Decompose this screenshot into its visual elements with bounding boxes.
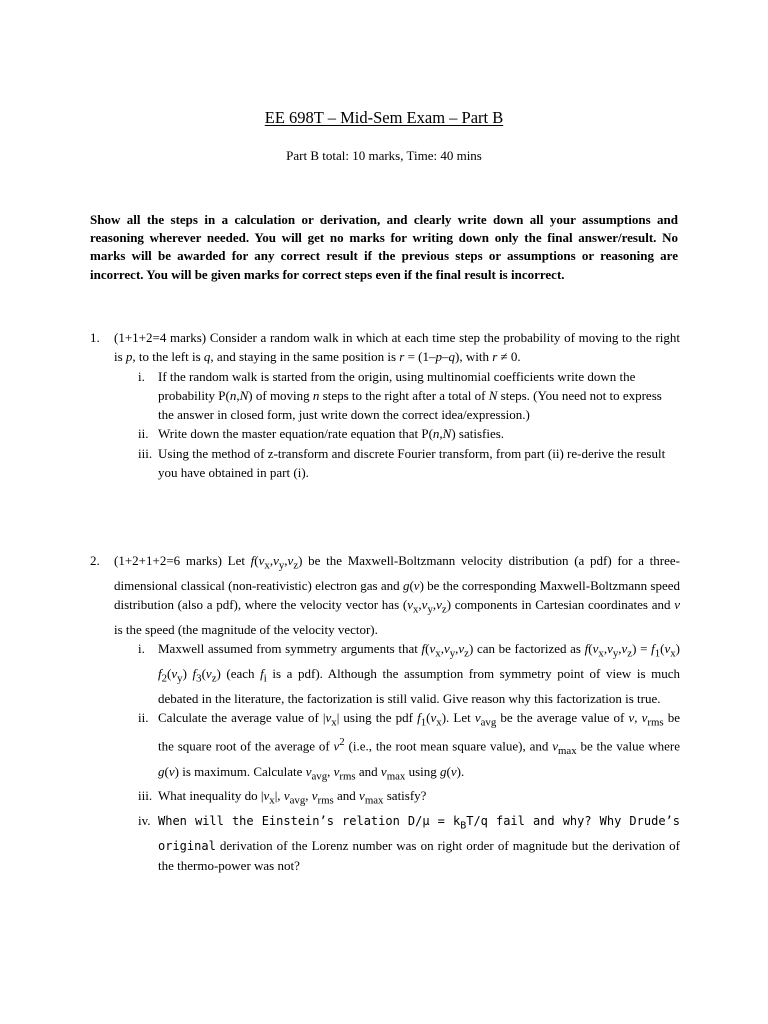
part-number: iii.: [138, 445, 153, 461]
question-number: 2.: [90, 553, 100, 568]
page-subtitle: Part B total: 10 marks, Time: 40 mins: [286, 148, 482, 163]
question-stem: (1+2+1+2=6 marks) Let $f(v_x,v_y,v_z)$ be the Maxwell-Boltzmann velocity distribution (a pdf) for a three-dimensional classical (non-reativistic) electron gas and g(v) be the corresponding Maxwell-Boltzmann speed distribution (also a pdf), where the velocity vector has $(v_x,v_y,v_z)$ components in Cartesian coordinates and v is the speed (the magnitude of the velocity vector).: [114, 553, 680, 638]
question-part: [90, 639, 680, 708]
question-parts: [90, 367, 680, 483]
question-marks: (1+2+1+2=6 marks): [114, 553, 222, 568]
page-title: EE 698T – Mid-Sem Exam – Part B: [264, 108, 504, 127]
part-text: Calculate the average value of $|v_x|$ using the pdf $f_1(v_x)$. Let $v_{avg}$ be the average value of v, $v_{rms}$ be the square root of the average of $v^2$ (i.e., the root mean square value), and $v_{max}$ be the value where g(v) is maximum. Calculate $v_{avg}$, $v_{rms}$ and $v_{max}$ using g(v).: [158, 710, 681, 783]
question-part: [90, 708, 680, 786]
question-stem: (1+1+2=4 marks) Consider a random walk in which at each time step the probability of moving to the right is p, to the left is q, and staying in the same position is r = (1–p–q), with r ≠ 0.: [114, 330, 680, 365]
question-part: [90, 424, 680, 443]
question-part: [90, 367, 680, 425]
question-part: [90, 786, 680, 811]
part-number: ii.: [138, 710, 149, 726]
question-part: [90, 811, 680, 875]
part-number: iii.: [138, 788, 153, 804]
part-text: What inequality do $|v_x|$, $v_{avg}$, $v_{rms}$ and $v_{max}$ satisfy?: [158, 788, 427, 808]
part-text: Using the method of z-transform and discrete Fourier transform, from part (ii) re-derive the result you have obtained in part (i).: [158, 445, 666, 481]
part-text: If the random walk is started from the origin, using multinomial coefficients write down the probability P(n,N) of moving n steps to the right after a total of N steps. (You need not to express the answer in closed form, just write down the correct idea/expression.): [158, 368, 662, 423]
question-1: [90, 328, 680, 482]
question-parts: [90, 639, 680, 875]
part-text: When will the Einstein’s relation $D/\mu = k_BT/q$ fail and why? Why Drude’s original derivation of the Lorenz number was on right order of magnitude but the derivation of the thermo-power was not?: [158, 814, 680, 874]
part-number: ii.: [138, 426, 149, 442]
part-text: Maxwell assumed from symmetry arguments that $f(v_x,v_y,v_z)$ can be factorized as $f(v_x,v_y,v_z) = f_1(v_x)$ $f_2(v_y)$ $f_3(v_z)$ (each $f_i$ is a pdf). Although the assumption from symmetry point of view is much debated in the literature, the factorization is still valid. Give reason why this factorization is true.: [158, 641, 680, 707]
question-marks: (1+1+2=4 marks): [114, 330, 207, 345]
question-number: 1.: [90, 330, 100, 345]
part-number: i.: [138, 368, 145, 384]
instructions-paragraph: Show all the steps in a calculation or derivation, and clearly write down all your assumptions and reasoning wherever needed. You will get no marks for writing down only the final answer/result. No marks will be awarded for any correct result if the previous steps or assumptions or reasoning are incorrect. You will be given marks for correct steps even if the final result is incorrect.: [90, 212, 678, 282]
part-number: iv.: [138, 813, 151, 829]
part-number: i.: [138, 641, 145, 657]
question-part: [90, 444, 680, 483]
part-text: Write down the master equation/rate equation that P(n,N) satisfies.: [158, 426, 505, 442]
question-2: [90, 551, 680, 876]
